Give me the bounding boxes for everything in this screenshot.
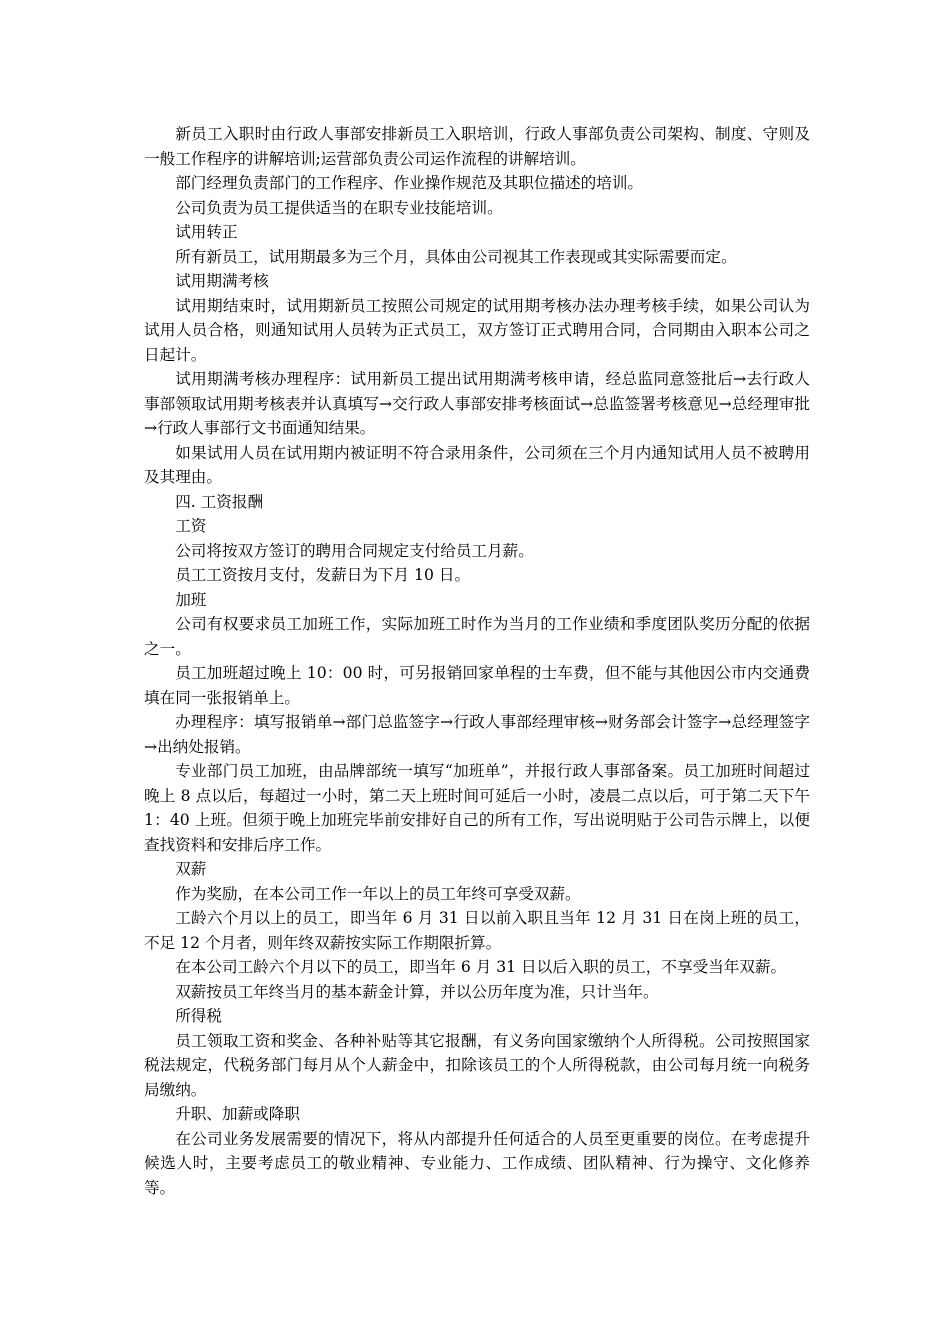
paragraph: 员工工资按月支付，发薪日为下月 10 日。	[175, 566, 471, 584]
paragraph: 公司有权要求员工加班工作，实际加班工时作为当月的工作业绩和季度团队奖历分配的依据之一。	[144, 615, 810, 658]
paragraph: 工龄六个月以上的员工，即当年 6 月 31 日以前入职且当年 12 月 31 日在岗上班的员工，不足 12 个月者，则年终双薪按实际工作期限折算。	[144, 909, 810, 952]
document-body	[144, 122, 810, 1200]
section-heading: 工资	[175, 517, 207, 535]
section-heading: 试用转正	[175, 223, 238, 241]
paragraph: 在本公司工龄六个月以下的员工，即当年 6 月 31 日以后入职的员工，不享受当年双薪。	[175, 958, 787, 976]
paragraph: 新员工入职时由行政人事部安排新员工入职培训，行政人事部负责公司架构、制度、守则及一般工作程序的讲解培训;运营部负责公司运作流程的讲解培训。	[144, 125, 810, 168]
paragraph: 试用期结束时，试用期新员工按照公司规定的试用期考核办法办理考核手续，如果公司认为试用人员合格，则通知试用人员转为正式员工，双方签订正式聘用合同，合同期由入职本公司之日起计。	[144, 296, 810, 364]
section-heading: 双薪	[175, 860, 207, 878]
paragraph: 如果试用人员在试用期内被证明不符合录用条件，公司须在三个月内通知试用人员不被聘用及其理由。	[144, 443, 810, 486]
section-heading: 所得税	[175, 1007, 222, 1025]
paragraph: 公司将按双方签订的聘用合同规定支付给员工月薪。	[175, 541, 534, 560]
paragraph: 办理程序：填写报销单→部门总监签字→行政人事部经理审核→财务部会计签字→总经理签字→出纳处报销。	[144, 713, 810, 756]
paragraph: 作为奖励，在本公司工作一年以上的员工年终可享受双薪。	[175, 884, 581, 903]
paragraph: 员工加班超过晚上 10：00 时，可另报销回家单程的士车费，但不能与其他因公市内交通费填在同一张报销单上。	[144, 664, 810, 707]
section-heading: 试用期满考核	[175, 272, 269, 290]
paragraph: 所有新员工，试用期最多为三个月，具体由公司视其工作表现或其实际需要而定。	[175, 247, 737, 266]
paragraph: 公司负责为员工提供适当的在职专业技能培训。	[175, 198, 503, 217]
chapter-heading: 四. 工资报酬	[175, 492, 264, 511]
paragraph: 专业部门员工加班，由品牌部统一填写“加班单”，并报行政人事部备案。员工加班时间超过晚上 8 点以后，每超过一小时，第二天上班时间可延后一小时，凌晨二点以后，可于第二天下午 1：40 上班。但须于晚上加班完毕前安排好自己的所有工作，写出说明贴于公司告示牌上，以便查找资料和安排后序工作。	[144, 762, 810, 854]
paragraph: 部门经理负责部门的工作程序、作业操作规范及其职位描述的培训。	[175, 174, 644, 192]
paragraph: 在公司业务发展需要的情况下，将从内部提升任何适合的人员至更重要的岗位。在考虑提升候选人时，主要考虑员工的敬业精神、专业能力、工作成绩、团队精神、行为操守、文化修养等。	[144, 1129, 810, 1197]
paragraph: 双薪按员工年终当月的基本薪金计算，并以公历年度为准，只计当年。	[175, 982, 659, 1001]
section-heading: 加班	[175, 590, 207, 609]
section-heading: 升职、加薪或降职	[175, 1105, 300, 1123]
paragraph: 试用期满考核办理程序：试用新员工提出试用期满考核申请，经总监同意签批后→去行政人事部领取试用期考核表并认真填写→交行政人事部安排考核面试→总监签署考核意见→总经理审批→行政人事部行文书面通知结果。	[144, 370, 810, 437]
paragraph: 员工领取工资和奖金、各种补贴等其它报酬，有义务向国家缴纳个人所得税。公司按照国家税法规定，代税务部门每月从个人薪金中，扣除该员工的个人所得税款，由公司每月统一向税务局缴纳。	[144, 1031, 810, 1099]
